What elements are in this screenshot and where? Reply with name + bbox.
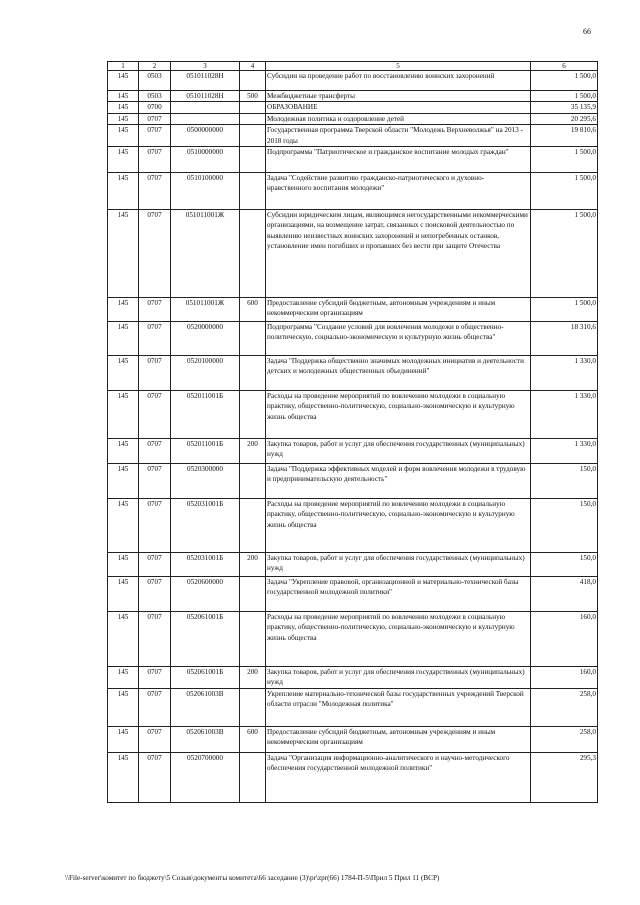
table-cell-c4 (240, 147, 266, 173)
table-cell-c4 (240, 102, 266, 113)
table-cell-c4: 600 (240, 298, 266, 322)
table-row (108, 71, 598, 91)
table-cell-c5: Предоставление субсидий бюджетным, автономным учреждениям и иным некоммерческим организациям (266, 727, 531, 753)
table-row (108, 753, 598, 803)
table-cell-c3 (171, 113, 240, 124)
table-cell-c1: 145 (108, 125, 139, 147)
table-cell-c6: 258,0 (531, 689, 598, 727)
table-cell-c5: Субсидии на проведение работ по восстановлению воинских захоронений (266, 71, 531, 91)
column-header: 1 (108, 62, 139, 71)
table-cell-c4 (240, 71, 266, 91)
table-cell-c6: 1 500,0 (531, 71, 598, 91)
table-cell-c5: Подпрограмма "Создание условий для вовлечения молодежи в общественно-политическую, социально-экономическую и культурную жизнь общества" (266, 322, 531, 356)
table-cell-c1: 145 (108, 210, 139, 298)
table-cell-c6: 35 135,9 (531, 102, 598, 113)
table-cell-c5: Укрепление материально-технической базы государственных учреждений Тверской области отрасли "Молодежная политика" (266, 689, 531, 727)
table-body (108, 71, 598, 803)
table-cell-c4 (240, 577, 266, 612)
table-cell-c2: 0707 (139, 113, 171, 124)
table-row (108, 439, 598, 464)
table-row (108, 322, 598, 356)
table-cell-c6: 418,0 (531, 577, 598, 612)
table-cell-c6: 18 310,6 (531, 322, 598, 356)
table-cell-c1: 145 (108, 322, 139, 356)
column-header: 4 (240, 62, 266, 71)
table-cell-c6: 20 295,6 (531, 113, 598, 124)
table-row (108, 577, 598, 612)
table-cell-c5: Межбюджетные трансферты (266, 91, 531, 102)
table-cell-c6: 1 500,0 (531, 173, 598, 210)
table-row (108, 210, 598, 298)
table-cell-c1: 145 (108, 753, 139, 803)
table-cell-c6: 150,0 (531, 464, 598, 499)
table-cell-c6: 19 810,6 (531, 125, 598, 147)
table-cell-c6: 1 500,0 (531, 298, 598, 322)
table-cell-c2: 0707 (139, 753, 171, 803)
table-cell-c1: 145 (108, 499, 139, 553)
table-cell-c3: 0500000000 (171, 125, 240, 147)
table-cell-c3: 0520300000 (171, 464, 240, 499)
table-cell-c4 (240, 689, 266, 727)
table-row (108, 553, 598, 577)
table-cell-c6: 1 330,0 (531, 439, 598, 464)
table-cell-c2: 0707 (139, 499, 171, 553)
table-cell-c3: 052061003В (171, 689, 240, 727)
table-cell-c6: 1 500,0 (531, 91, 598, 102)
table-cell-c2: 0707 (139, 147, 171, 173)
table-cell-c5: Закупка товаров, работ и услуг для обеспечения государственных (муниципальных) нужд (266, 667, 531, 689)
table-cell-c4: 200 (240, 553, 266, 577)
table-cell-c3: 051011001Ж (171, 298, 240, 322)
table-cell-c3: 052061001Б (171, 667, 240, 689)
table-cell-c2: 0707 (139, 173, 171, 210)
table-cell-c1: 145 (108, 727, 139, 753)
table-row (108, 612, 598, 667)
table-cell-c2: 0707 (139, 727, 171, 753)
table-cell-c3: 051011001Ж (171, 210, 240, 298)
table-cell-c5: Предоставление субсидий бюджетным, автономным учреждениям и иным некоммерческим организациям (266, 298, 531, 322)
table-cell-c1: 145 (108, 71, 139, 91)
table-cell-c3: 0520600000 (171, 577, 240, 612)
table-cell-c5: Задача "Содействие развитию гражданско-патриотического и духовно- нравственного воспитания молодежи" (266, 173, 531, 210)
table-cell-c5: Субсидии юридическим лицам, являющимся негосударственными некоммерческими организациями, на возмещение затрат, связанных с поисковой деятельностью по выявлению неизвестных воинских захоронений и непогребенных останков, установление имен погибших и пропавших без вести при защите Отечества (266, 210, 531, 298)
table-cell-c4 (240, 210, 266, 298)
column-header: 6 (531, 62, 598, 71)
table-cell-c6: 150,0 (531, 499, 598, 553)
table-cell-c2: 0707 (139, 125, 171, 147)
table-cell-c6: 1 330,0 (531, 391, 598, 439)
table-row (108, 727, 598, 753)
table-cell-c2: 0707 (139, 439, 171, 464)
table-cell-c5: Задача "Поддержка эффективных моделей и форм вовлечения молодежи в трудовую и предпринимательскую деятельность" (266, 464, 531, 499)
table-cell-c6: 1 500,0 (531, 147, 598, 173)
table-cell-c1: 145 (108, 667, 139, 689)
table-cell-c1: 145 (108, 113, 139, 124)
table-cell-c6: 150,0 (531, 553, 598, 577)
table-cell-c3: 0520700000 (171, 753, 240, 803)
table-cell-c1: 145 (108, 689, 139, 727)
table-cell-c4 (240, 464, 266, 499)
table-cell-c4 (240, 391, 266, 439)
table-row (108, 391, 598, 439)
table-cell-c6: 1 500,0 (531, 210, 598, 298)
table-cell-c1: 145 (108, 356, 139, 391)
table-cell-c5: Задача "Поддержка общественно значимых молодежных инициатив и деятельности детских и молодежных общественных объединений" (266, 356, 531, 391)
table-cell-c1: 145 (108, 464, 139, 499)
table-cell-c3: 052031001Б (171, 499, 240, 553)
table-row (108, 298, 598, 322)
table-row (108, 102, 598, 113)
table-cell-c2: 0707 (139, 612, 171, 667)
table-cell-c5: Расходы на проведение мероприятий по вовлечению молодежи в социальную практику, общественно-политическую, социально-экономическую и культурную жизнь общества (266, 499, 531, 553)
table-cell-c4 (240, 113, 266, 124)
table-cell-c6: 295,3 (531, 753, 598, 803)
table-cell-c2: 0707 (139, 391, 171, 439)
table-row (108, 113, 598, 124)
table-cell-c6: 160,0 (531, 667, 598, 689)
table-cell-c2: 0700 (139, 102, 171, 113)
table-cell-c3: 051011028Н (171, 71, 240, 91)
table-cell-c2: 0707 (139, 356, 171, 391)
table-cell-c5: ОБРАЗОВАНИЕ (266, 102, 531, 113)
table-cell-c1: 145 (108, 91, 139, 102)
table-cell-c3: 0520000000 (171, 322, 240, 356)
footer-file-path: \\File-server\комитет по бюджету\5 Созыв\документы комитета\66 заседание (3)\pr\zpr(66) 1784-П-5\Прил 5 Прил 11 (ВСР) (65, 874, 440, 882)
table-cell-c4 (240, 753, 266, 803)
table-cell-c4 (240, 322, 266, 356)
table-cell-c5: Задача "Укрепление правовой, организационной и материально-технической базы государственной молодежной политики" (266, 577, 531, 612)
table-cell-c4 (240, 612, 266, 667)
column-header: 2 (139, 62, 171, 71)
table-cell-c3: 052061003В (171, 727, 240, 753)
table-cell-c2: 0707 (139, 553, 171, 577)
table-cell-c1: 145 (108, 439, 139, 464)
table-cell-c6: 160,0 (531, 612, 598, 667)
table-cell-c2: 0707 (139, 298, 171, 322)
table-cell-c4: 200 (240, 439, 266, 464)
table-cell-c1: 145 (108, 391, 139, 439)
table-cell-c2: 0707 (139, 577, 171, 612)
table-cell-c2: 0503 (139, 91, 171, 102)
table-cell-c4: 500 (240, 91, 266, 102)
page-number: 66 (583, 27, 591, 36)
table-row (108, 499, 598, 553)
table-cell-c2: 0707 (139, 322, 171, 356)
table-cell-c5: Расходы на проведение мероприятий по вовлечению молодежи в социальную практику, общественно-политическую, социально-экономическую и культурную жизнь общества (266, 391, 531, 439)
table-cell-c5: Закупка товаров, работ и услуг для обеспечения государственных (муниципальных) нужд (266, 439, 531, 464)
table-cell-c1: 145 (108, 553, 139, 577)
table-cell-c3: 052011001Б (171, 391, 240, 439)
table-cell-c3: 0520100000 (171, 356, 240, 391)
table-cell-c4: 200 (240, 667, 266, 689)
table-cell-c1: 145 (108, 612, 139, 667)
table-row (108, 147, 598, 173)
table-cell-c2: 0707 (139, 667, 171, 689)
table-cell-c3: 0510100000 (171, 173, 240, 210)
table-cell-c5: Расходы на проведение мероприятий по вовлечению молодежи в социальную практику, общественно-политическую, социально-экономическую и культурную жизнь общества (266, 612, 531, 667)
table-cell-c5: Подпрограмма "Патриотическое и гражданское воспитание молодых граждан" (266, 147, 531, 173)
table-cell-c3 (171, 102, 240, 113)
table-row (108, 667, 598, 689)
table-row (108, 91, 598, 102)
table-row (108, 356, 598, 391)
table-cell-c1: 145 (108, 147, 139, 173)
table-header-row (108, 62, 598, 71)
column-header: 3 (171, 62, 240, 71)
table-cell-c1: 145 (108, 298, 139, 322)
budget-table (107, 61, 598, 803)
table-cell-c2: 0503 (139, 71, 171, 91)
table-cell-c1: 145 (108, 173, 139, 210)
table-cell-c5: Задача "Организация информационно-аналитического и научно-методического обеспечения государственной молодежной политики" (266, 753, 531, 803)
table-row (108, 173, 598, 210)
table-cell-c3: 051011028Н (171, 91, 240, 102)
table-cell-c5: Государственная программа Тверской области "Молодежь Верхневолжья" на 2013 - 2018 годы (266, 125, 531, 147)
table-cell-c3: 052011001Б (171, 439, 240, 464)
table-cell-c4 (240, 173, 266, 210)
table-cell-c6: 1 330,0 (531, 356, 598, 391)
table-cell-c4 (240, 356, 266, 391)
table-cell-c2: 0707 (139, 210, 171, 298)
table-cell-c3: 0510000000 (171, 147, 240, 173)
table-cell-c1: 145 (108, 577, 139, 612)
table-row (108, 464, 598, 499)
table-cell-c5: Молодежная политика и оздоровление детей (266, 113, 531, 124)
table-cell-c1: 145 (108, 102, 139, 113)
column-header: 5 (266, 62, 531, 71)
table-cell-c4 (240, 499, 266, 553)
table-cell-c5: Закупка товаров, работ и услуг для обеспечения государственных (муниципальных) нужд (266, 553, 531, 577)
table-cell-c3: 052061001Б (171, 612, 240, 667)
table-cell-c2: 0707 (139, 464, 171, 499)
table-cell-c6: 258,0 (531, 727, 598, 753)
table-cell-c4: 600 (240, 727, 266, 753)
table-row (108, 689, 598, 727)
table-cell-c3: 052031001Б (171, 553, 240, 577)
table-cell-c4 (240, 125, 266, 147)
table-row (108, 125, 598, 147)
table-cell-c2: 0707 (139, 689, 171, 727)
